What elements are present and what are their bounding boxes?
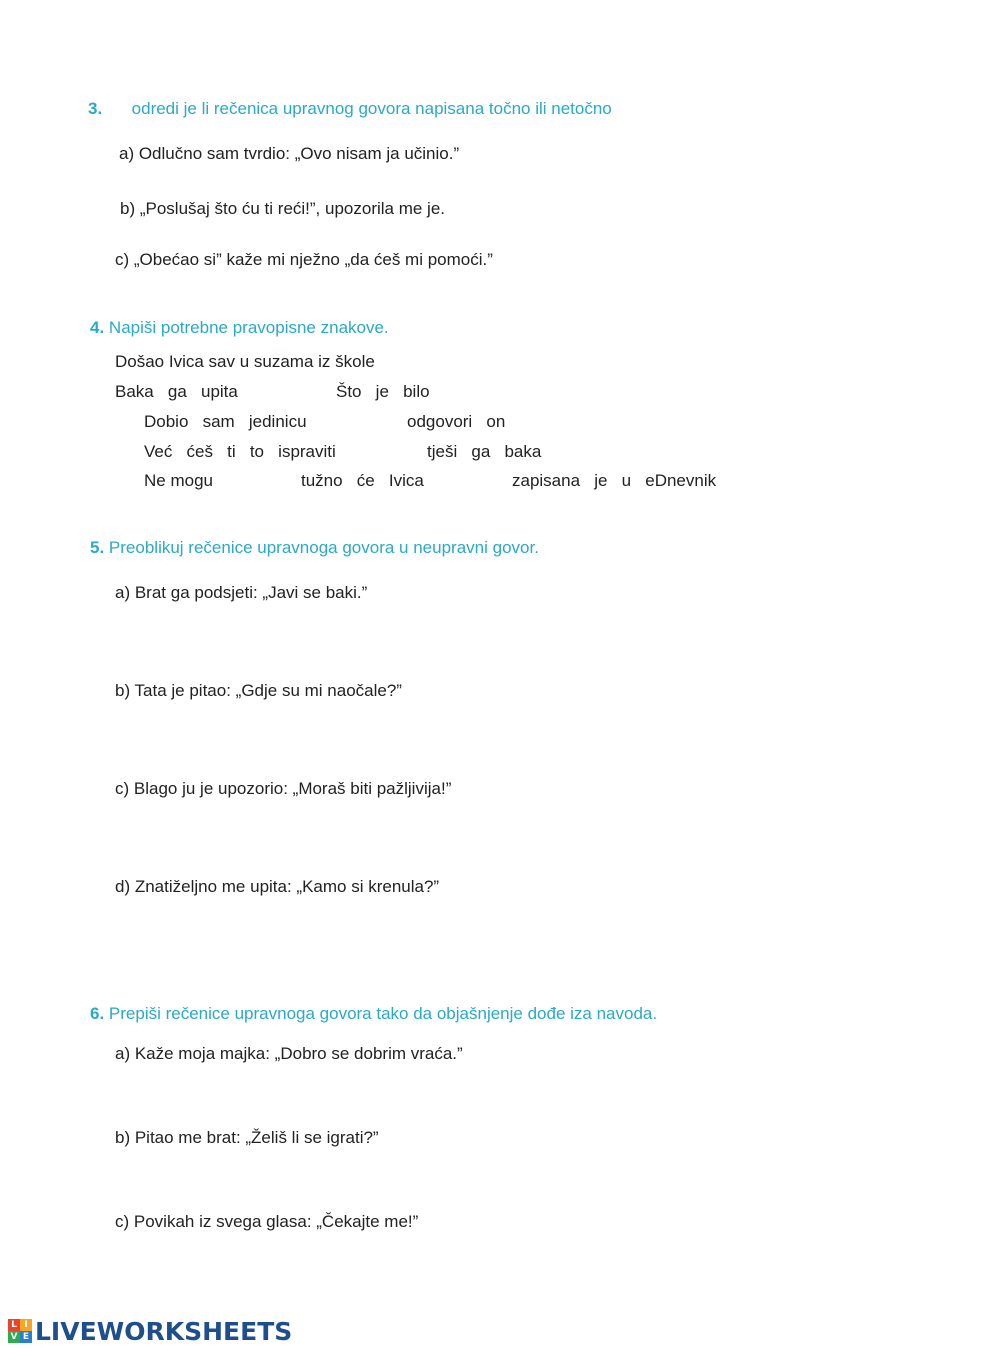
task5-heading — [90, 538, 539, 558]
task5-item-b: b) Tata je pitao: „Gdje su mi naočale?” — [115, 681, 402, 700]
task6-item-c: c) Povikah iz svega glasa: „Čekajte me!” — [115, 1212, 419, 1231]
task5-number: 5. — [90, 538, 105, 557]
task5-item-d: d) Znatiželjno me upita: „Kamo si krenula?” — [115, 877, 440, 896]
task6-item-b: b) Pitao me brat: „Želiš li se igrati?” — [115, 1128, 379, 1147]
task4-line4-b: tješi ga baka — [427, 442, 542, 461]
task4-line2-a: Baka ga upita — [115, 382, 238, 401]
task5-item-a: a) Brat ga podsjeti: „Javi se baki.” — [115, 583, 368, 602]
task3-item-c: c) „Obećao si” kaže mi nježno „da ćeš mi pomoći.” — [115, 250, 493, 269]
logo-mark-icon: L I V E — [8, 1319, 32, 1343]
task6-number: 6. — [90, 1004, 105, 1023]
task3-heading — [88, 99, 612, 119]
task5-item-c: c) Blago ju je upozorio: „Moraš biti pažljivija!” — [115, 779, 452, 798]
task4-title: Napiši potrebne pravopisne znakove. — [108, 318, 389, 337]
task6-title: Prepiši rečenice upravnoga govora tako da objašnjenje dođe iza navoda. — [108, 1004, 658, 1023]
task4-line3-b: odgovori on — [407, 412, 506, 431]
task5-title: Preoblikuj rečenice upravnoga govora u neupravni govor. — [108, 538, 539, 557]
task3-number: 3. — [88, 99, 103, 118]
task6-item-a: a) Kaže moja majka: „Dobro se dobrim vraća.” — [115, 1044, 463, 1063]
task4-heading — [90, 318, 389, 338]
task4-line5-a: Ne mogu — [144, 471, 213, 490]
task6-heading — [90, 1004, 657, 1024]
task4-line5-b: tužno će Ivica — [301, 471, 424, 490]
task4-line4-a: Već ćeš ti to ispraviti — [144, 442, 336, 461]
task3-item-a: a) Odlučno sam tvrdio: „Ovo nisam ja učinio.” — [119, 144, 460, 163]
logo-text: LIVEWORKSHEETS — [35, 1316, 293, 1346]
liveworksheets-logo[interactable] — [8, 1315, 292, 1347]
task4-line3-a: Dobio sam jedinicu — [144, 412, 307, 431]
task4-line1: Došao Ivica sav u suzama iz škole — [115, 352, 375, 371]
task3-title: odredi je li rečenica upravnog govora napisana točno ili netočno — [131, 99, 612, 118]
task4-line2-b: Što je bilo — [336, 382, 430, 401]
task4-line5-c: zapisana je u eDnevnik — [512, 471, 717, 490]
task4-number: 4. — [90, 318, 105, 337]
task3-item-b: b) „Poslušaj što ću ti reći!”, upozorila me je. — [120, 199, 446, 218]
